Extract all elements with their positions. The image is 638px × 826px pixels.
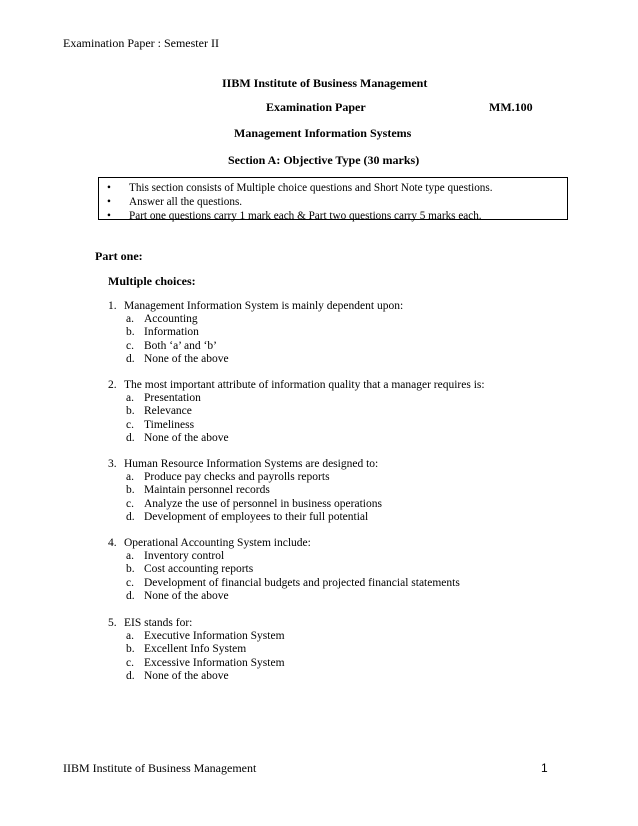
footer-institute: IIBM Institute of Business Management — [63, 761, 257, 775]
bullet-icon: • — [107, 210, 111, 222]
option-text: None of the above — [144, 352, 229, 365]
instruction-item — [105, 209, 561, 223]
paper-label: Examination Paper — [266, 100, 366, 114]
option-letter: a. — [126, 313, 134, 326]
option-letter: d. — [126, 589, 135, 602]
option-letter: b. — [126, 484, 135, 497]
question-stem — [108, 300, 588, 313]
option-letter: b. — [126, 405, 135, 418]
question — [108, 617, 588, 683]
instruction-text: Part one questions carry 1 mark each & Part two questions carry 5 marks each. — [129, 210, 482, 222]
question-text: EIS stands for: — [124, 617, 193, 629]
question-text: The most important attribute of information quality that a manager requires is: — [124, 379, 485, 391]
institute-title: IIBM Institute of Business Management — [222, 76, 428, 90]
part-label: Part one: — [95, 249, 143, 263]
option-letter: c. — [126, 656, 134, 669]
option-text: Maintain personnel records — [144, 484, 270, 497]
option-item — [108, 353, 588, 366]
option-item — [108, 563, 588, 576]
question-text: Management Information System is mainly dependent upon: — [124, 300, 404, 312]
option-letter: a. — [126, 550, 134, 563]
question-number: 1. — [108, 300, 117, 312]
question — [108, 537, 588, 603]
instructions-box — [98, 177, 568, 220]
option-item — [108, 670, 588, 683]
question-number: 2. — [108, 379, 117, 391]
option-text: None of the above — [144, 589, 229, 602]
question-number: 5. — [108, 617, 117, 629]
option-text: None of the above — [144, 431, 229, 444]
option-text: Information — [144, 326, 199, 339]
running-header: Examination Paper : Semester II — [63, 36, 219, 50]
option-text: Timeliness — [144, 418, 195, 431]
option-item — [108, 577, 588, 590]
option-item — [108, 484, 588, 497]
option-item — [108, 550, 588, 563]
option-letter: b. — [126, 326, 135, 339]
paper-code: MM.100 — [489, 100, 533, 114]
option-list — [108, 313, 588, 366]
question-text: Operational Accounting System include: — [124, 537, 311, 549]
option-letter: d. — [126, 669, 135, 682]
option-list — [108, 550, 588, 603]
question-number: 4. — [108, 537, 117, 549]
option-letter: c. — [126, 418, 134, 431]
option-item — [108, 471, 588, 484]
option-item — [108, 590, 588, 603]
option-text: Produce pay checks and payrolls reports — [144, 471, 330, 484]
instruction-text: This section consists of Multiple choice questions and Short Note type questions. — [129, 182, 493, 194]
page-number: 1 — [541, 761, 548, 775]
option-text: Accounting — [144, 313, 198, 326]
question — [108, 379, 588, 445]
option-list — [108, 392, 588, 445]
question-text: Human Resource Information Systems are designed to: — [124, 458, 379, 470]
option-text: Inventory control — [144, 550, 225, 563]
option-letter: b. — [126, 643, 135, 656]
option-text: Presentation — [144, 392, 201, 405]
section-title: Section A: Objective Type (30 marks) — [228, 153, 420, 167]
option-text: Executive Information System — [144, 630, 285, 643]
option-item — [108, 340, 588, 353]
option-text: Analyze the use of personnel in business operations — [144, 497, 382, 510]
question-number: 3. — [108, 458, 117, 470]
option-text: Excellent Info System — [144, 643, 247, 656]
option-item — [108, 657, 588, 670]
question — [108, 300, 588, 366]
bullet-icon: • — [107, 196, 111, 208]
option-letter: c. — [126, 576, 134, 589]
option-letter: c. — [126, 339, 134, 352]
option-text: Both ‘a’ and ‘b’ — [144, 339, 217, 352]
option-item — [108, 432, 588, 445]
bullet-icon: • — [107, 182, 111, 194]
option-item — [108, 313, 588, 326]
option-item — [108, 630, 588, 643]
option-text: Cost accounting reports — [144, 563, 254, 576]
question-stem — [108, 379, 588, 392]
option-letter: a. — [126, 392, 134, 405]
option-letter: a. — [126, 630, 134, 643]
option-letter: b. — [126, 563, 135, 576]
option-item — [108, 643, 588, 656]
instruction-item — [105, 181, 561, 195]
option-item — [108, 326, 588, 339]
option-letter: a. — [126, 471, 134, 484]
multiple-choice-label: Multiple choices: — [108, 274, 196, 288]
instruction-text: Answer all the questions. — [129, 196, 243, 208]
option-letter: c. — [126, 497, 134, 510]
question — [108, 458, 588, 524]
option-item — [108, 511, 588, 524]
option-letter: d. — [126, 510, 135, 523]
question-stem — [108, 617, 588, 630]
option-text: Development of employees to their full potential — [144, 510, 369, 523]
instructions-list — [105, 181, 561, 223]
option-text: Relevance — [144, 405, 192, 418]
option-letter: d. — [126, 431, 135, 444]
option-item — [108, 498, 588, 511]
question-stem — [108, 458, 588, 471]
option-text: None of the above — [144, 669, 229, 682]
option-list — [108, 630, 588, 683]
option-list — [108, 471, 588, 524]
instruction-item — [105, 195, 561, 209]
question-stem — [108, 537, 588, 550]
option-letter: d. — [126, 352, 135, 365]
option-item — [108, 405, 588, 418]
option-text: Development of financial budgets and projected financial statements — [144, 576, 460, 589]
option-item — [108, 392, 588, 405]
subject-title: Management Information Systems — [234, 126, 412, 140]
option-item — [108, 419, 588, 432]
option-text: Excessive Information System — [144, 656, 285, 669]
